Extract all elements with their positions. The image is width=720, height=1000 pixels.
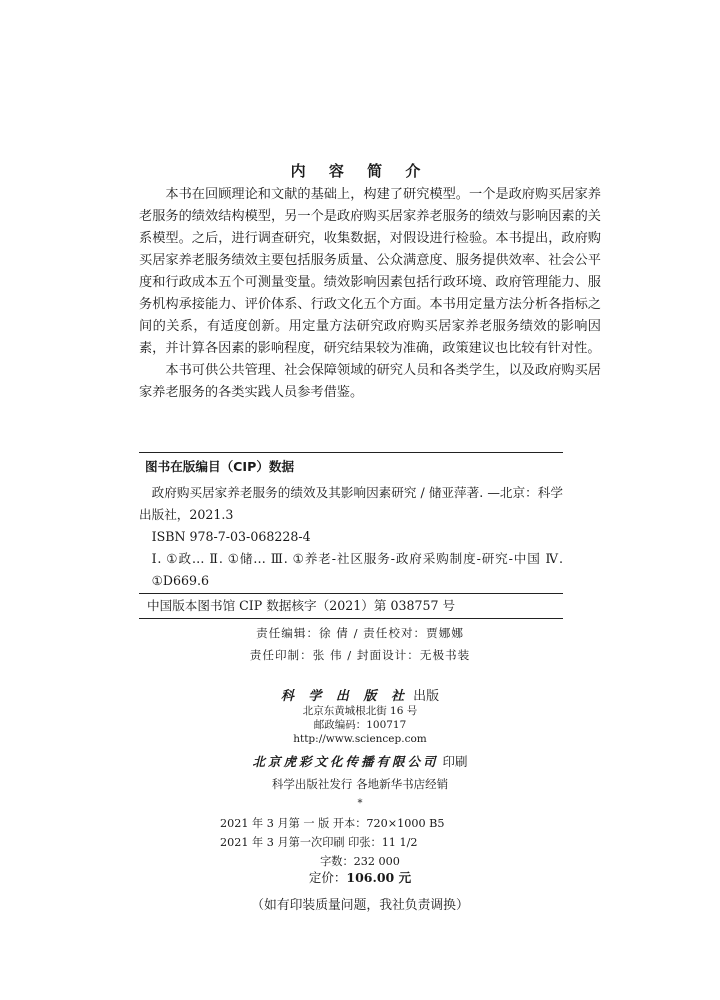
- editors-credits: [0, 622, 720, 666]
- publisher-postcode: 邮政编码：100717: [313, 719, 407, 731]
- price-value: 106.00 元: [346, 870, 412, 885]
- cip-description: 政府购买居家养老服务的绩效及其影响因素研究 / 储亚萍著. —北京：科学出版社，2021.3: [139, 485, 563, 522]
- publisher-name: 科 学 出 版 社: [280, 689, 409, 704]
- cip-body: [139, 482, 563, 619]
- printer-suffix: 印刷: [442, 754, 468, 769]
- publisher-address: 北京东黄城根北街 16 号: [302, 705, 418, 717]
- summary-paragraph: 本书可供公共管理、社会保障领域的研究人员和各类学生，以及政府购买居家养老服务的各类实践人员参考借鉴。: [139, 363, 601, 400]
- edition-line: 2021 年 3 月第 一 版 开本：720×1000 B5: [220, 817, 445, 830]
- printing-line: 2021 年 3 月第一次印刷 印张：11 1/2: [220, 836, 418, 849]
- summary-paragraph: 本书在回顾理论和文献的基础上，构建了研究模型。一个是政府购买居家养老服务的绩效结构模型，另一个是政府购买居家养老服务的绩效与影响因素的关系模型。之后，进行调查研究，收集数据，对假设进行检验。本书提出，政府购买居家养老服务绩效主要包括服务质量、公众满意度、服务提供效率、社会公平度和行政成本五个可测量变量。绩效影响因素包括行政环境、政府管理能力、服务机构承接能力、评价体系、行政文化五个方面。本书用定量方法分析各指标之间的关系，有适度创新。用定量方法研究政府购买居家养老服务绩效的影响因素，并计算各因素的影响程度，研究结果较为准确，政策建议也比较有针对性。: [139, 187, 601, 356]
- printer-line: [0, 752, 720, 770]
- publisher-line: [0, 685, 720, 704]
- publisher-address-block: [0, 704, 720, 746]
- editor-line: 责任印制：张 伟 / 封面设计：无极书装: [249, 648, 471, 662]
- cip-title: 图书在版编目（CIP）数据: [145, 459, 295, 474]
- price-label: 定价：: [308, 870, 347, 885]
- cip-classification: Ⅰ. ①政… Ⅱ. ①储… Ⅲ. ①养老-社区服务-政府采购制度-研究-中国 Ⅳ. ①D669.6: [151, 551, 563, 588]
- price-line: [0, 868, 720, 886]
- page-title: 内 容 简 介: [290, 162, 430, 180]
- content-summary: [139, 184, 601, 404]
- printer-name: 北京虎彩文化传播有限公司: [252, 754, 439, 769]
- cip-isbn: ISBN 978-7-03-068228-4: [151, 529, 311, 544]
- cip-approval-number: 中国版本图书馆 CIP 数据核字（2021）第 038757 号: [139, 593, 563, 619]
- separator-star: *: [357, 798, 363, 809]
- distribution-line: 科学出版社发行 各地新华书店经销: [271, 777, 449, 791]
- quality-notice: （如有印装质量问题，我社负责调换）: [251, 898, 469, 913]
- word-count: 字数：232 000: [320, 855, 400, 868]
- editor-line: 责任编辑：徐 倩 / 责任校对：贾娜娜: [256, 626, 464, 640]
- publisher-website: http://www.sciencep.com: [293, 733, 427, 745]
- cip-block: [139, 452, 563, 619]
- edition-specs: [220, 814, 500, 871]
- cip-top-rule: [139, 452, 563, 453]
- publisher-suffix: 出版: [413, 689, 440, 704]
